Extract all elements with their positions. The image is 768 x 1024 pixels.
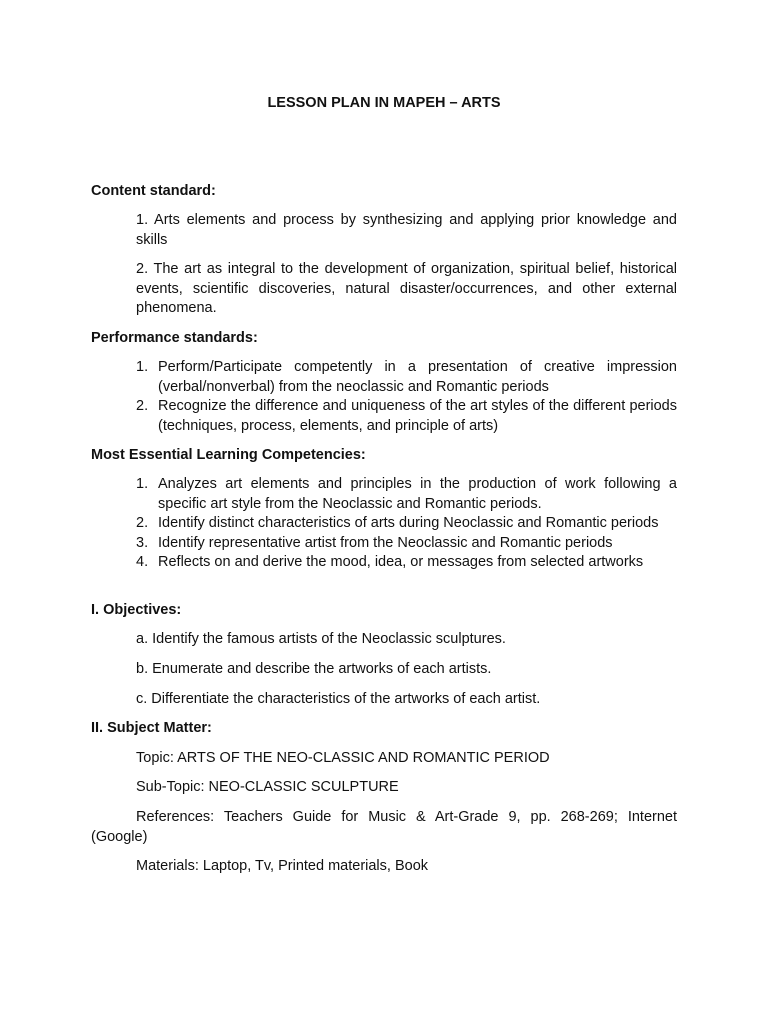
list-item: [136, 397, 677, 436]
objective-item-c: c. Differentiate the characteristics of the artworks of each artist.: [136, 691, 541, 707]
subject-matter-materials: Materials: Laptop, Tv, Printed materials, Book: [136, 858, 429, 874]
list-item: [136, 475, 677, 514]
list-item-text: Analyzes art elements and principles in the production of work following a specific art style from the Neoclassic and Romantic periods.: [158, 476, 677, 512]
subject-matter-heading: II. Subject Matter:: [91, 720, 212, 736]
list-item-number: 3.: [136, 534, 149, 551]
content-standard-item-2: 2. The art as integral to the development of organization, spiritual belief, historical events, scientific discoveries, natural disaster/occurrences, and other external phenomena.: [136, 261, 677, 316]
list-item-text: Perform/Participate competently in a presentation of creative impression (verbal/nonverbal) from the neoclassic and Romantic periods: [158, 359, 677, 395]
references-text: References: Teachers Guide for Music & Art-Grade 9, pp. 268-269; Internet (Google): [91, 809, 677, 845]
content-standard-heading: Content standard:: [91, 183, 216, 199]
list-item-text: Identify representative artist from the Neoclassic and Romantic periods: [158, 534, 613, 551]
objective-item-a: a. Identify the famous artists of the Neoclassic sculptures.: [136, 631, 506, 647]
list-item-text: Reflects on and derive the mood, idea, or messages from selected artworks: [158, 554, 644, 570]
list-item-text: Recognize the difference and uniqueness of the art styles of the different periods (techniques, process, elements, and principle of arts): [158, 398, 677, 434]
list-item: [136, 358, 677, 397]
list-item-number: 2.: [136, 398, 149, 414]
document-title: LESSON PLAN IN MAPEH – ARTS: [267, 95, 501, 111]
list-item: [136, 534, 677, 554]
objective-item-b: b. Enumerate and describe the artworks of each artists.: [136, 661, 492, 677]
content-standard-item-1: 1. Arts elements and process by synthesizing and applying prior knowledge and skills: [136, 212, 677, 248]
list-item: [136, 514, 677, 534]
objectives-heading: I. Objectives:: [91, 602, 182, 618]
list-item-number: 1.: [136, 476, 149, 492]
subject-matter-subtopic: Sub-Topic: NEO-CLASSIC SCULPTURE: [136, 779, 399, 795]
performance-standards-list: [136, 358, 677, 436]
list-item-number: 2.: [136, 515, 149, 531]
list-item-number: 4.: [136, 554, 149, 570]
melc-heading: Most Essential Learning Competencies:: [91, 447, 366, 463]
subject-matter-topic: Topic: ARTS OF THE NEO-CLASSIC AND ROMANTIC PERIOD: [136, 750, 550, 766]
list-item-number: 1.: [136, 359, 149, 375]
melc-list: [136, 475, 677, 573]
performance-standards-heading: Performance standards:: [91, 330, 258, 346]
subject-matter-references: [91, 808, 677, 847]
list-item: [136, 553, 677, 573]
list-item-text: Identify distinct characteristics of arts during Neoclassic and Romantic periods: [158, 515, 659, 531]
